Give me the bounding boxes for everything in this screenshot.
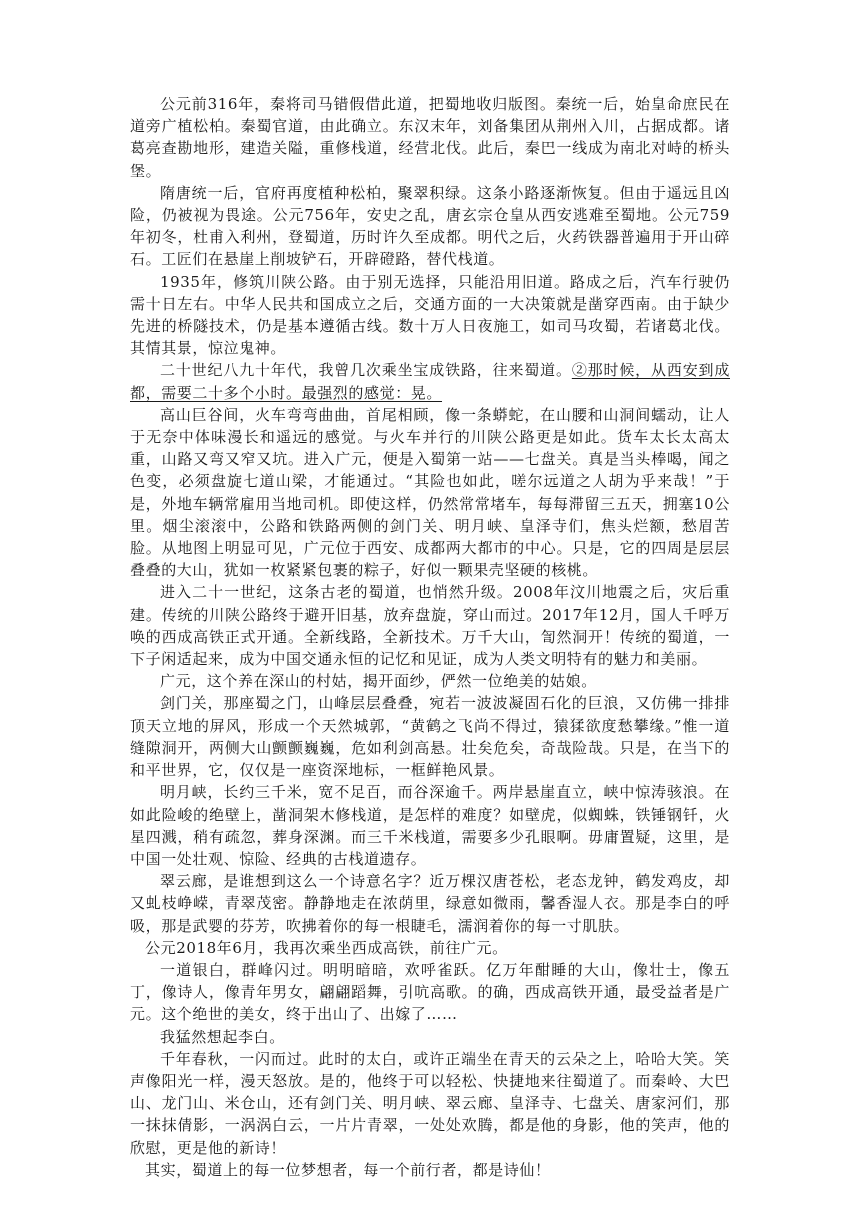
paragraph-1: 公元前316年，秦将司马错假借此道，把蜀地收归版图。秦统一后，始皇命庶民在道旁广植松柏。秦蜀官道，由此确立。东汉末年，刘备集团从荆州入川，占据成都。诸葛亮查勘地形，建造关隘，重修栈道，经营北伐。此后，秦巴一线成为南北对峙的桥头堡。 <box>130 95 730 180</box>
paragraph-8: 剑门关，那座蜀之门，山峰层层叠叠，宛若一波波凝固石化的巨浪，又仿佛一排排顶天立地的屏风，形成一个天然城郭，“黄鹤之飞尚不得过，猿猱欲度愁攀缘。”惟一道缝隙洞开，两侧大山颤颤巍巍，危如利剑高悬。壮矣危矣，奇哉险哉。只是，在当下的和平世界，它，仅仅是一座资深地标，一框鲜艳风景。 <box>130 694 730 780</box>
paragraph-5: 高山巨谷间，火车弯弯曲曲，首尾相顾，像一条蟒蛇，在山腰和山洞间蠕动，让人于无奈中体味漫长和遥远的感觉。与火车并行的川陕公路更是如此。货车太长太高太重，山路又弯又窄又坑。进入广元，便是入蜀第一站——七盘关。真是当头棒喝，闻之色变，必须盘旋七道山梁，才能通过。“其险也如此，嗟尔远道之人胡为乎来哉！”于是，外地车辆常雇用当地司机。即使这样，仍然常常堵车，每每滞留三五天，拥塞10公里。烟尘滚滚中，公路和铁路两侧的剑门关、明月峡、皇泽寺们，焦头烂额，愁眉苦脸。从地图上明显可见，广元位于西安、成都两大都市的中心。只是，它的四周是层层叠叠的大山，犹如一枚紧紧包裹的粽子，好似一颗果壳坚硬的核桃。 <box>130 405 730 580</box>
paragraph-6: 进入二十一世纪，这条古老的蜀道，也悄然升级。2008年汶川地震之后，灾后重建。传统的川陕公路终于避开旧基，放弃盘旋，穿山而过。2017年12月，国人千呼万唤的西成高铁正式开通。全新线路，全新技术。万千大山，訇然洞开！传统的蜀道，一下子闲适起来，成为中国交通永恒的记忆和见证，成为人类文明特有的魅力和美丽。 <box>130 583 730 669</box>
paragraph-2: 隋唐统一后，官府再度植种松柏，聚翠积绿。这条小路逐渐恢复。但由于遥远且凶险，仍被视为畏途。公元756年，安史之乱，唐玄宗仓皇从西安逃难至蜀地。公元759年初冬，杜甫入利州，登蜀道，历时许久至成都。明代之后，火药铁器普遍用于开山碎石。工匠们在悬崖上削坡铲石，开辟磴路，替代栈道。 <box>130 183 730 269</box>
paragraph-15: 其实，蜀道上的每一位梦想者，每一个前行者，都是诗仙！ <box>145 1160 551 1179</box>
paragraph-10: 翠云廊，是谁想到这么一个诗意名字？近万棵汉唐苍松，老态龙钟，鹤发鸡皮，却又虬枝峥嵘，青翠茂密。静静地走在浓荫里，绿意如微雨，馨香湿人衣。那是李白的呼吸，那是武婴的芬芳，吹拂着你的每一根睫毛，濡润着你的每一寸肌肤。 <box>130 872 730 935</box>
paragraph-4-text: 二十世纪八九十年代，我曾几次乘坐宝成铁路，往来蜀道。 <box>160 361 572 380</box>
underlined-sentence: ②那时候，从西安到成都，需要二十多个小时。最强烈的感觉：晃。 <box>130 361 730 402</box>
paragraph-7: 广元，这个养在深山的村姑，揭开面纱，俨然一位绝美的姑娘。 <box>160 672 597 691</box>
paragraph-13: 我猛然想起李白。 <box>160 1027 285 1046</box>
paragraph-4 <box>130 359 730 403</box>
paragraph-12: 一道银白，群峰闪过。明明暗暗，欢呼雀跃。亿万年酣睡的大山，像壮士，像五丁，像诗人，像青年男女，翩翩蹈舞，引吭高歌。的确，西成高铁开通，最受益者是广元。这个绝世的美女，终于出山了、出嫁了…… <box>130 960 730 1024</box>
paragraph-3: 1935年，修筑川陕公路。由于别无选择，只能沿用旧道。路成之后，汽车行驶仍需十日左右。中华人民共和国成立之后，交通方面的一大决策就是凿穿西南。由于缺少先进的桥隧技术，仍是基本遵循古线。数十万人日夜施工，如司马攻蜀，若诸葛北伐。其情其景，惊泣鬼神。 <box>130 272 730 358</box>
paragraph-14: 千年春秋，一闪而过。此时的太白，或许正端坐在青天的云朵之上，哈哈大笑。笑声像阳光一样，漫天怒放。是的，他终于可以轻松、快捷地来往蜀道了。而秦岭、大巴山、龙门山、米仓山，还有剑门关、明月峡、翠云廊、皇泽寺、七盘关、唐家河们，那一抹抹倩影，一涡涡白云，一片片青翠，一处处欢腾，都是他的身影，他的笑声，他的欣慰，更是他的新诗！ <box>130 1049 730 1157</box>
document-body <box>130 93 730 1181</box>
paragraph-9: 明月峡，长约三千米，宽不足百，而谷深逾千。两岸悬崖直立，峡中惊涛骇浪。在如此险峻的绝壁上，凿洞架木修栈道，是怎样的难度？如壁虎，似蜘蛛，铁锤钢钎，火星四溅，稍有疏忽，葬身深渊。而三千米栈道，需要多少孔眼啊。毋庸置疑，这里，是中国一处壮观、惊险、经典的古栈道遗存。 <box>130 783 730 868</box>
paragraph-11: 公元2018年6月，我再次乘坐西成高铁，前往广元。 <box>145 938 508 957</box>
